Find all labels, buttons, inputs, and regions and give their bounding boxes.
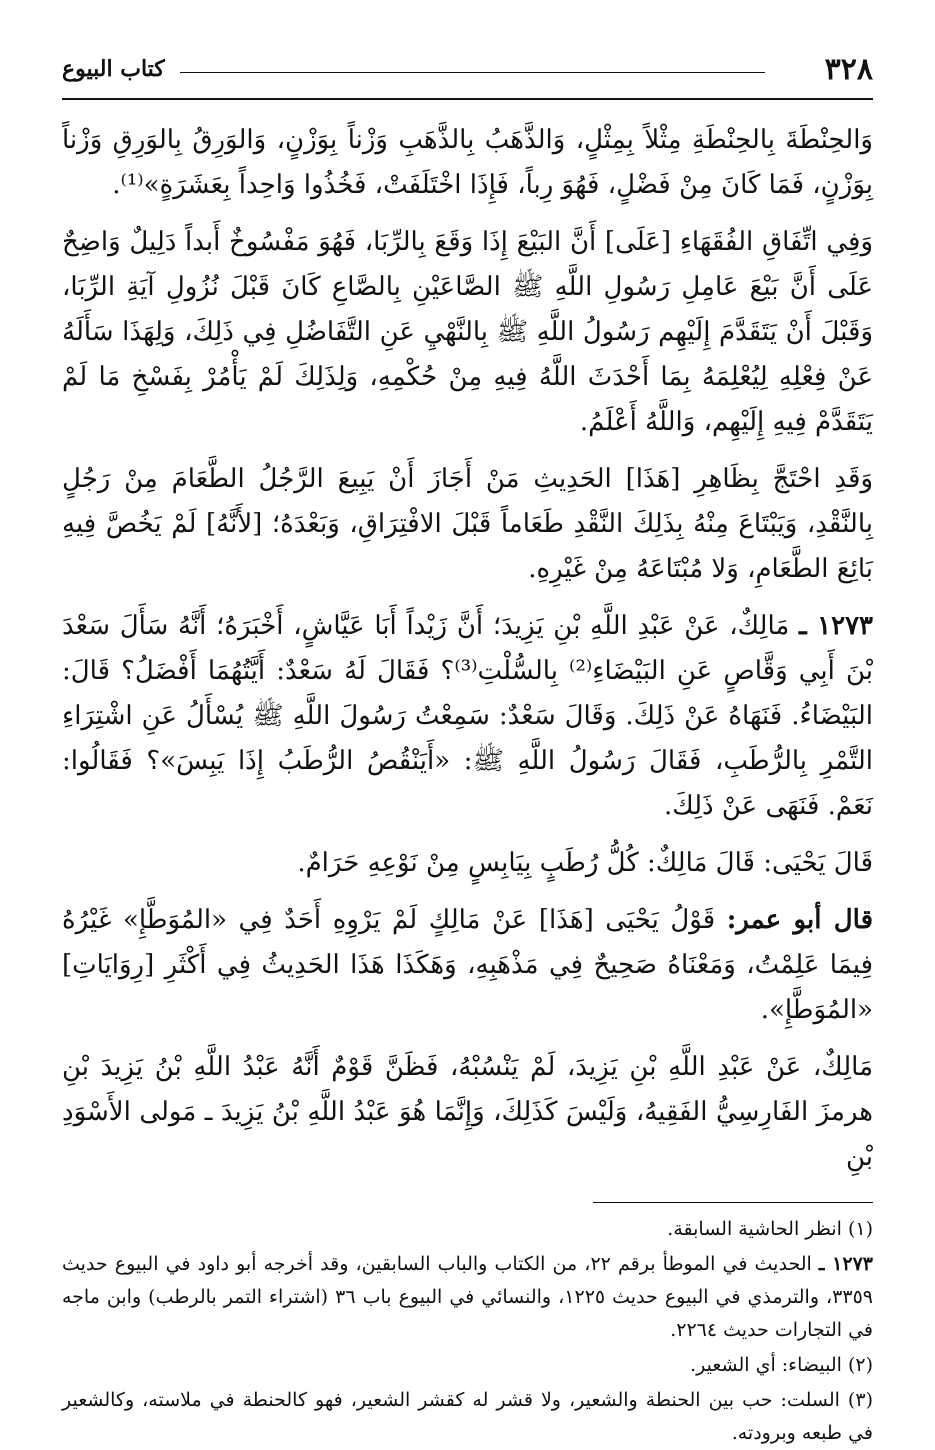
footnotes bbox=[62, 1213, 873, 1450]
footnote-hadith-text: الحديث في الموطأ برقم ٢٢، من الكتاب والباب السابقين، وقد أخرجه أبو داود في البيوع حديث ٣٣٥٩، والترمذي في البيوع حديث ١٢٢٥، والنسائي في البيوع باب ٣٦ (اشتراء التمر بالرطب) وابن ماجه في التجارات حديث ٢٢٦٤. bbox=[62, 1253, 873, 1341]
paragraph-hadith-1273 bbox=[62, 604, 873, 829]
footnote-hadith-number: ١٢٧٣ ـ bbox=[818, 1253, 873, 1275]
footnote-1: (١) انظر الحاشية السابقة. bbox=[667, 1218, 873, 1240]
paragraph-5: قَالَ يَحْيَى: قَالَ مَالِكٌ: كُلُّ رُطَبٍ بِيَابِسٍ مِنْ نَوْعِهِ حَرَامٌ. bbox=[297, 848, 873, 878]
paragraph-6 bbox=[62, 898, 873, 1033]
footnote-rule bbox=[593, 1202, 873, 1203]
main-text bbox=[62, 118, 873, 1180]
footnote-3: (٣) السلت: حب بين الحنطة والشعير، ولا قشر له كقشر الشعير، فهو كالحنطة في ملاسته، وكالشعير في طبعه وبرودته. bbox=[62, 1389, 873, 1444]
paragraph-2: وَفِي اتِّفَاقِ الفُقَهَاءِ [عَلَى] أَنَّ البَيْعَ إِذَا وَقَعَ بِالرِّبَا، فَهُوَ مَفْسُوخٌ أَبداً دَلِيلٌ وَاضِحٌ عَلَى أَنَّ بَيْعَ عَامِلِ رَسُولِ اللَّهِ ﷺ الصَّاعَيْنِ بِالصَّاعِ كَانَ قَبْلَ نُزُولِ آيَةِ الرِّبَا، وَقَبْلَ أَنْ يَتَقَدَّمَ إِلَيْهِم رَسُولُ اللَّهِ ﷺ بِالنَّهْيِ عَنِ التَّفَاضُلِ فِي ذَلِكَ، وَلِهَذَا سَأَلَهُ عَنْ فِعْلِهِ لِيُعْلِمَهُ بِمَا أَحْدَثَ اللَّهُ فِيهِ مِنْ حُكْمِهِ، وَلِذَلِكَ لَمْ يَأْمُرْ بِفَسْخِ مَا لَمْ يَتَقَدَّمْ فِيهِ إِلَيْهِم، وَاللَّهُ أَعْلَمُ. bbox=[62, 227, 873, 437]
paragraph-6-text: قَوْلُ يَحْيَى [هَذَا] عَنْ مَالِكٍ لَمْ يَرْوِهِ أَحَدٌ فِي «المُوَطَّإِ» غَيْرُهُ فِيمَا عَلِمْتُ، وَمَعْنَاهُ صَحِيحٌ فِي مَذْهَبِهِ، وَهَكَذَا هَذَا الحَدِيثُ فِي أَكْثَرِ [رِوَايَاتِ] «المُوَطَّإِ». bbox=[62, 905, 873, 1025]
header-rule bbox=[180, 72, 765, 73]
speaker-lead: قال أبو عمر: bbox=[726, 905, 873, 935]
footnote-hadith bbox=[62, 1248, 873, 1347]
paragraph-7: مَالِكٌ، عَنْ عَبْدِ اللَّهِ بْنِ يَزِيدَ، لَمْ يَنْسُبْهُ، فَظَنَّ قَوْمٌ أَنَّهُ عَبْدُ اللَّهِ بْنُ يَزِيدَ بْنِ هرمزَ الفَارِسِيُّ الفَقِيهُ، وَلَيْسَ كَذَلِكَ، وَإِنَّمَا هُوَ عَبْدُ اللَّهِ بْنُ يَزِيدَ ـ مَولى الأَسْوَدِ بْنِ bbox=[62, 1052, 873, 1172]
paragraph-1: وَالحِنْطَةَ بِالحِنْطَةِ مِثْلاً بِمِثْلٍ، وَالذَّهَبُ بِالذَّهَبِ وَزْناً بِوَزْنٍ، وَالوَرِقُ بِالوَرِقِ وَزْناً بِوَزْنٍ، فَمَا كَانَ مِنْ فَضْلٍ، فَهُوَ رِباً، فَإِذَا اخْتَلَفَتْ، فَخُذُوا وَاحِداً بِعَشَرَةٍ»⁽¹⁾. bbox=[62, 125, 873, 200]
hadith-number: ١٢٧٣ ـ bbox=[799, 611, 873, 641]
book-title: كتاب البيوع bbox=[62, 56, 165, 82]
header-divider bbox=[62, 98, 873, 100]
footnote-2: (٢) البيضاء: أي الشعير. bbox=[690, 1354, 873, 1376]
paragraph-3: وَقَدِ احْتَجَّ بِظَاهِرِ [هَذَا] الحَدِيثِ مَنْ أَجَازَ أَنْ يَبِيعَ الرَّجُلُ الطَّعَامَ مِنْ رَجُلٍ بِالنَّقْدِ، وَيَبْتَاعَ مِنْهُ بِذَلِكَ النَّقْدِ طَعَاماً قَبْلَ الافْتِرَاقِ، وَبَعْدَهُ؛ [لأَنَّهُ] لَمْ يَخُصَّ فِيهِ بَائِعَ الطَّعَامِ، وَلا مُبْتَاعَهُ مِنْ غَيْرِهِ. bbox=[62, 464, 873, 584]
page-header bbox=[62, 50, 873, 90]
hadith-text: مَالِكٌ، عَنْ عَبْدِ اللَّهِ بْنِ يَزِيدَ؛ أَنَّ زَيْداً أَبَا عَيَّاشٍ، أَخْبَرَهُ؛ أَنَّهُ سَأَلَ سَعْدَ بْنَ أَبِي وَقَّاصٍ عَنِ البَيْضَاءِ⁽²⁾ بِالسُّلْتِ⁽³⁾؟ فَقَالَ لَهُ سَعْدٌ: أَيَّتُهُمَا أَفْضَلُ؟ قَالَ: البَيْضَاءُ. فَنَهَاهُ عَنْ ذَلِكَ. وَقَالَ سَعْدٌ: سَمِعْتُ رَسُولَ اللَّهِ ﷺ يُسْأَلُ عَنِ اشْتِرَاءِ التَّمْرِ بِالرُّطَبِ، فَقَالَ رَسُولُ اللَّهِ ﷺ: «أَيَنْقُصُ الرُّطَبُ إِذَا يَبِسَ»؟ فَقَالُوا: نَعَمْ. فَنَهَى عَنْ ذَلِكَ. bbox=[62, 611, 874, 821]
page-number: ٣٢٨ bbox=[824, 52, 873, 87]
